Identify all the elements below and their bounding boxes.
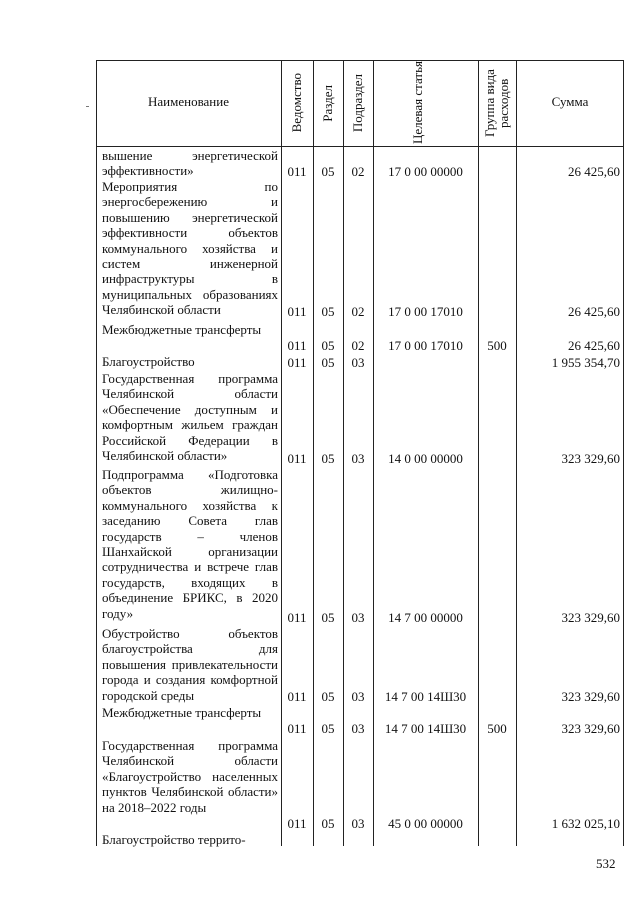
row-ved: 011 — [287, 688, 307, 704]
table-row — [96, 626, 624, 704]
row-name: Государственная программа Челябинской области «Обеспечение доступным и комфортным жильем граждан Российской Федерации в Челябинской области» — [102, 371, 278, 464]
row-summa: 26 425,60 — [568, 337, 620, 353]
margin-tick — [86, 106, 89, 107]
row-celevaya: 45 0 00 00000 — [388, 815, 463, 831]
row-summa: 26 425,60 — [568, 163, 620, 179]
row-name: Благоустройство террито- — [102, 832, 246, 847]
row-podrazdel: 03 — [351, 688, 365, 704]
table-row — [96, 705, 624, 736]
row-podrazdel: 03 — [351, 815, 365, 831]
table-row — [96, 738, 624, 831]
row-razdel: 05 — [321, 354, 335, 370]
row-summa: 323 329,60 — [561, 609, 620, 625]
header-summa: Сумма — [551, 94, 589, 109]
row-ved: 011 — [287, 163, 307, 179]
row-summa: 1 955 354,70 — [551, 354, 620, 370]
row-summa: 323 329,60 — [561, 450, 620, 466]
header-gruppa: Группа вида расходов — [482, 69, 511, 137]
row-razdel: 05 — [321, 815, 335, 831]
row-ved: 011 — [287, 450, 307, 466]
row-name: Межбюджетные трансферты — [102, 705, 262, 720]
row-podrazdel: 02 — [351, 303, 365, 319]
row-celevaya: 14 7 00 14Ш30 — [384, 720, 467, 736]
row-razdel: 05 — [321, 688, 335, 704]
header-divider — [96, 146, 624, 147]
row-razdel: 05 — [321, 609, 335, 625]
table-row — [96, 832, 624, 847]
table-row — [96, 467, 624, 625]
row-name: Благоустройство — [102, 354, 195, 369]
table-row — [96, 371, 624, 466]
row-name: Подпрограмма «Подготовка объектов жилищно-коммунального хозяйства к заседанию Совета глав государств – членов Шанхайской организации сотрудничества и встрече глав государств, входящих в объединение БРИКС, в 2020 году» — [102, 467, 278, 621]
row-podrazdel: 02 — [351, 337, 365, 353]
row-razdel: 05 — [321, 720, 335, 736]
row-name: Межбюджетные трансферты — [102, 322, 262, 337]
row-gruppa: 500 — [487, 720, 507, 736]
table-row — [96, 179, 624, 319]
row-ved: 011 — [287, 815, 307, 831]
row-celevaya: 17 0 00 17010 — [388, 337, 463, 353]
table-row — [96, 322, 624, 353]
row-celevaya: 14 7 00 00000 — [388, 609, 463, 625]
row-summa: 1 632 025,10 — [551, 815, 620, 831]
row-razdel: 05 — [321, 303, 335, 319]
row-summa: 323 329,60 — [561, 688, 620, 704]
row-ved: 011 — [287, 720, 307, 736]
row-summa: 323 329,60 — [561, 720, 620, 736]
row-celevaya: 17 0 00 17010 — [388, 303, 463, 319]
table-row — [96, 148, 624, 179]
page-number: 532 — [596, 856, 616, 871]
row-celevaya: 17 0 00 00000 — [388, 163, 463, 179]
row-gruppa: 500 — [487, 337, 507, 353]
row-ved: 011 — [287, 609, 307, 625]
row-celevaya: 14 7 00 14Ш30 — [384, 688, 467, 704]
row-podrazdel: 02 — [351, 163, 365, 179]
row-ved: 011 — [287, 303, 307, 319]
header-ved: Ведомство — [289, 73, 304, 133]
header-name: Наименование — [148, 94, 229, 109]
row-podrazdel: 03 — [351, 354, 365, 370]
row-ved: 011 — [287, 337, 307, 353]
row-name: Обустройство объектов благоустройства для повышения привлекательности города и создания комфортной городской среды — [102, 626, 278, 703]
row-name: Мероприятия по энергосбережению и повышению энергетической эффективности объектов коммунального хозяйства и систем инженерной инфраструктуры в муниципальных образованиях Челябинской области — [102, 179, 278, 318]
row-razdel: 05 — [321, 450, 335, 466]
table-row — [96, 354, 624, 370]
row-podrazdel: 03 — [351, 609, 365, 625]
row-razdel: 05 — [321, 337, 335, 353]
row-name: Государственная программа Челябинской области «Благоустройство населенных пунктов Челябинской области» на 2018–2022 годы — [102, 738, 278, 815]
header-celevaya: Целевая статья — [409, 61, 425, 145]
header-podrazdel: Подраздел — [350, 73, 365, 133]
header-razdel: Раздел — [320, 84, 335, 122]
row-razdel: 05 — [321, 163, 335, 179]
row-podrazdel: 03 — [351, 720, 365, 736]
row-celevaya: 14 0 00 00000 — [388, 450, 463, 466]
row-podrazdel: 03 — [351, 450, 365, 466]
row-name: вышение энергетической эффективности» — [102, 148, 278, 179]
row-ved: 011 — [287, 354, 307, 370]
budget-table — [96, 60, 624, 846]
row-summa: 26 425,60 — [568, 303, 620, 319]
